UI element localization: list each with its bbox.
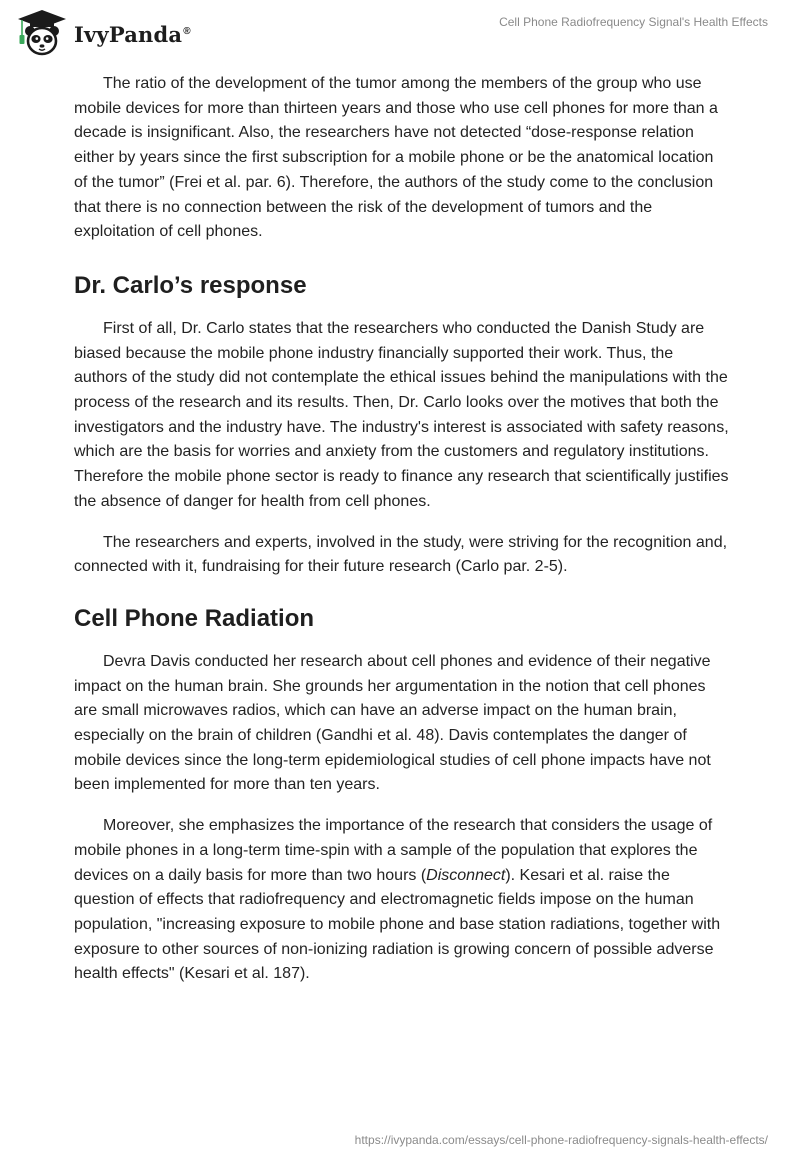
page-header (0, 0, 800, 60)
paragraph (74, 814, 730, 987)
panda-graduation-cap-icon (14, 8, 70, 58)
paragraph-text: Moreover, she emphasizes the importance of the research that considers the usage of mobile phones in a long-term time-spin with a sample of the population that explores the devices on a daily basis for more than two hours ( (74, 817, 713, 884)
ivypanda-logo[interactable] (14, 8, 191, 58)
paragraph-text: ). Kesari et al. raise the question of effects that radiofrequency and electromagnetic fields impose on the human population, "increasing exposure to mobile phone and base station radiations, together with exposure to other sources of non-ionizing radiation is growing concern of possible adverse health effects" (Kesari et al. 187). (74, 866, 721, 983)
paragraph: Devra Davis conducted her research about cell phones and evidence of their negative impact on the human brain. She grounds her argumentation in the notion that cell phones are small microwaves radios, which can have an adverse impact on the human brain, especially on the brain of children (Gandhi et al. 48). Davis contemplates the danger of mobile devices since the long-term epidemiological studies of cell phone impacts have not been implemented for more than ten years. (74, 652, 711, 794)
article-body (74, 72, 730, 1003)
section-heading-carlo: Dr. Carlo’s response (74, 271, 307, 299)
source-url[interactable]: https://ivypanda.com/essays/cell-phone-radiofrequency-signals-health-effects/ (354, 1133, 768, 1147)
section-heading-radiation: Cell Phone Radiation (74, 604, 315, 632)
essay-title-header: Cell Phone Radiofrequency Signal's Health Effects (499, 15, 768, 29)
logo-wordmark: IvyPanda® (74, 21, 191, 47)
cited-title: Disconnect (426, 866, 506, 884)
paragraph: First of all, Dr. Carlo states that the researchers who conducted the Danish Study are biased because the mobile phone industry financially supported their work. Thus, the authors of the study did not contemplate the ethical issues behind the manipulations with the process of the research and its results. Then, Dr. Carlo looks over the motives that both the investigators and the industry have. The industry's interest is associated with safety reasons, which are the basis for worries and anxiety from the customers and regulatory institutions. Therefore the mobile phone sector is ready to finance any research that scientifically justifies the absence of danger for health from cell phones. (74, 319, 729, 510)
paragraph: The ratio of the development of the tumor among the members of the group who use mobile devices for more than thirteen years and those who use cell phones for more than a decade is insignificant. Also, the researchers have not detected “dose-response relation either by years since the first subscription for a mobile phone or be the anatomical location of the tumor” (Frei et al. par. 6). Therefore, the authors of the study come to the conclusion that there is no connection between the risk of the development of tumors and the exploitation of cell phones. (74, 75, 718, 241)
paragraph: The researchers and experts, involved in the study, were striving for the recognition and, connected with it, fundraising for their future research (Carlo par. 2-5). (74, 533, 728, 576)
